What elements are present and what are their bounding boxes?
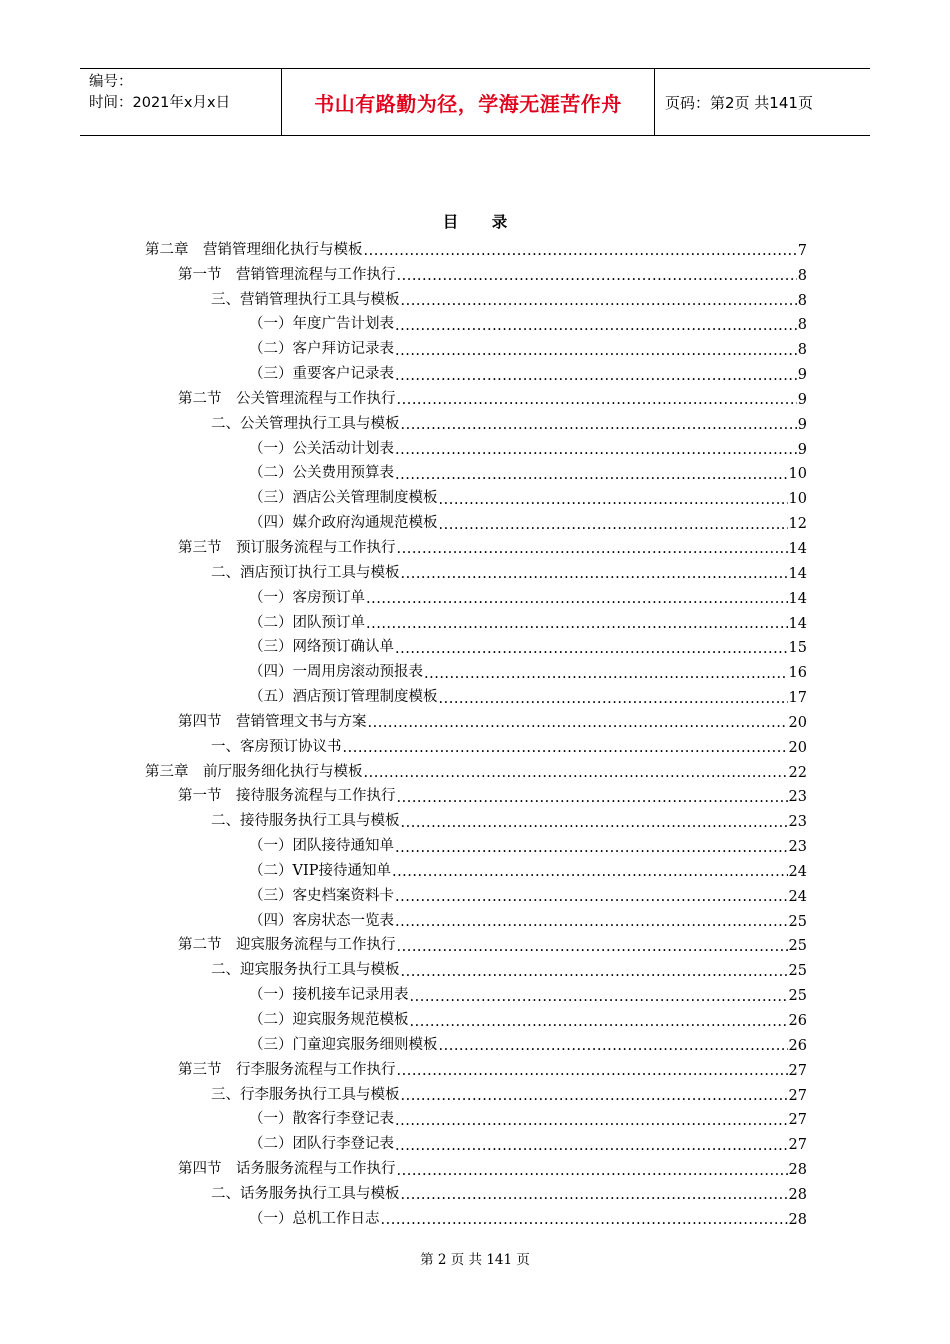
toc-entry[interactable]: [145, 805, 807, 830]
toc-entry-label: （三）网络预订确认单: [249, 639, 394, 656]
toc-entry-page: 9: [797, 391, 807, 408]
toc-entry-label: 第二节 迎宾服务流程与工作执行: [178, 937, 396, 954]
toc-entry[interactable]: [145, 706, 807, 731]
toc-entry-page: 27: [788, 1087, 807, 1104]
toc-entry[interactable]: [145, 1178, 807, 1203]
toc-entry-label: （四）媒介政府沟通规范模板: [249, 515, 438, 532]
toc-leader-dots: [364, 766, 788, 781]
toc-entry-page: 14: [788, 590, 807, 607]
toc-entry-label: （一）年度广告计划表: [249, 316, 394, 333]
toc-leader-dots: [397, 1064, 788, 1079]
toc-entry-page: 28: [788, 1162, 807, 1179]
toc-entry[interactable]: [145, 358, 807, 383]
toc-entry[interactable]: [145, 507, 807, 532]
toc-leader-dots: [366, 617, 788, 632]
toc-entry-page: 25: [788, 963, 807, 980]
toc-entry-page: 25: [788, 938, 807, 955]
toc-entry-label: 第四节 话务服务流程与工作执行: [178, 1161, 396, 1178]
toc-entry-label: （四）客房状态一览表: [249, 912, 394, 929]
toc-entry-label: （三）客史档案资料卡: [249, 887, 394, 904]
header-motto: 书山有路勤为径，学海无涯苦作舟: [282, 69, 655, 135]
toc-leader-dots: [401, 294, 797, 309]
toc-entry[interactable]: [145, 1029, 807, 1054]
toc-leader-dots: [395, 642, 788, 657]
toc-entry-page: 20: [788, 739, 807, 756]
toc-entry[interactable]: [145, 731, 807, 756]
toc-entry[interactable]: [145, 408, 807, 433]
toc-entry-label: （一）公关活动计划表: [249, 440, 394, 457]
toc-leader-dots: [397, 940, 788, 955]
toc-entry-page: 8: [797, 267, 807, 284]
header-meta: [80, 69, 282, 135]
toc-entry-page: 27: [788, 1062, 807, 1079]
toc-entry[interactable]: [145, 632, 807, 657]
toc-entry-page: 15: [788, 640, 807, 657]
toc-entry-label: 第三节 行李服务流程与工作执行: [178, 1061, 396, 1078]
toc-leader-dots: [401, 567, 788, 582]
toc-entry[interactable]: [145, 905, 807, 930]
toc-entry[interactable]: [145, 656, 807, 681]
toc-leader-dots: [395, 1114, 788, 1129]
toc-entry-label: 二、接待服务执行工具与模板: [211, 813, 400, 830]
toc-leader-dots: [410, 1015, 788, 1030]
toc-entry-page: 14: [788, 565, 807, 582]
toc-entry-label: （一）总机工作日志: [249, 1210, 380, 1227]
toc-leader-dots: [397, 791, 788, 806]
toc-entry[interactable]: [145, 1104, 807, 1129]
toc-entry[interactable]: [145, 532, 807, 557]
toc-entry-page: 25: [788, 988, 807, 1005]
toc-leader-dots: [395, 1139, 788, 1154]
toc-entry-label: 第一节 营销管理流程与工作执行: [178, 266, 396, 283]
table-of-contents: [145, 234, 807, 1228]
toc-leader-dots: [401, 1089, 788, 1104]
toc-entry[interactable]: [145, 880, 807, 905]
toc-leader-dots: [397, 1164, 788, 1179]
toc-entry[interactable]: [145, 781, 807, 806]
toc-entry-page: 23: [788, 789, 807, 806]
toc-entry[interactable]: [145, 681, 807, 706]
toc-entry-page: 9: [797, 367, 807, 384]
toc-leader-dots: [395, 369, 797, 384]
toc-entry-label: （一）团队接待通知单: [249, 838, 394, 855]
toc-entry[interactable]: [145, 557, 807, 582]
toc-leader-dots: [439, 692, 788, 707]
toc-leader-dots: [439, 1039, 788, 1054]
toc-entry[interactable]: [145, 433, 807, 458]
toc-leader-dots: [424, 667, 788, 682]
toc-entry[interactable]: [145, 855, 807, 880]
toc-leader-dots: [395, 319, 797, 334]
toc-entry[interactable]: [145, 1128, 807, 1153]
toc-entry-label: （一）接机接车记录用表: [249, 987, 409, 1004]
toc-leader-dots: [439, 518, 788, 533]
page-header: [80, 68, 870, 136]
toc-entry-label: 一、客房预订协议书: [211, 738, 342, 755]
toc-entry-label: 第三章 前厅服务细化执行与模板: [145, 763, 363, 780]
document-date: 时间：2021年x月x日: [89, 95, 231, 111]
toc-entry[interactable]: [145, 333, 807, 358]
toc-leader-dots: [395, 468, 788, 483]
toc-entry[interactable]: [145, 309, 807, 334]
toc-leader-dots: [401, 816, 788, 831]
toc-entry-page: 26: [788, 1013, 807, 1029]
toc-entry-label: （三）门童迎宾服务细则模板: [249, 1036, 438, 1053]
toc-entry[interactable]: [145, 383, 807, 408]
toc-entry[interactable]: [145, 1004, 807, 1029]
toc-entry-page: 27: [788, 1112, 807, 1129]
toc-entry-page: 28: [788, 1186, 807, 1203]
toc-entry[interactable]: [145, 259, 807, 284]
toc-entry-label: 二、迎宾服务执行工具与模板: [211, 962, 400, 979]
toc-entry-label: 二、酒店预订执行工具与模板: [211, 564, 400, 581]
toc-entry-page: 10: [788, 466, 807, 483]
toc-entry-page: 8: [797, 317, 807, 334]
toc-entry-label: 第三节 预订服务流程与工作执行: [178, 539, 396, 556]
toc-entry[interactable]: [145, 482, 807, 507]
toc-entry-page: 28: [788, 1211, 807, 1228]
toc-entry-page: 23: [788, 814, 807, 831]
toc-entry-page: 24: [788, 888, 807, 905]
toc-entry-page: 9: [797, 416, 807, 433]
toc-entry[interactable]: [145, 1203, 807, 1228]
toc-leader-dots: [395, 344, 797, 359]
toc-entry[interactable]: [145, 930, 807, 955]
toc-entry-label: （二）客户拜访记录表: [249, 341, 394, 358]
toc-entry-page: 23: [788, 839, 807, 856]
toc-entry[interactable]: [145, 756, 807, 781]
toc-leader-dots: [410, 990, 788, 1005]
toc-leader-dots: [364, 244, 797, 259]
toc-entry-page: 20: [788, 714, 807, 731]
header-page-info: 页码：第2页 共141页: [665, 93, 813, 112]
toc-entry-page: 25: [788, 913, 807, 930]
toc-entry-label: （二）公关费用预算表: [249, 465, 394, 482]
toc-leader-dots: [401, 1188, 788, 1203]
toc-leader-dots: [366, 592, 788, 607]
page-footer: 第 2 页 共 141 页: [420, 1252, 530, 1268]
toc-entry-label: 第二节 公关管理流程与工作执行: [178, 390, 396, 407]
toc-leader-dots: [368, 716, 788, 731]
toc-entry-label: 第一节 接待服务流程与工作执行: [178, 788, 396, 805]
toc-entry-page: 9: [797, 441, 807, 458]
toc-entry-label: （二）团队预订单: [249, 614, 365, 631]
document-number-label: 编号：: [89, 74, 133, 90]
toc-entry-label: 三、行李服务执行工具与模板: [211, 1086, 400, 1103]
toc-leader-dots: [401, 418, 797, 433]
toc-entry-page: 14: [788, 540, 807, 557]
toc-entry-label: （一）客房预订单: [249, 589, 365, 606]
toc-entry-label: （三）酒店公关管理制度模板: [249, 490, 438, 507]
toc-entry-page: 10: [788, 491, 807, 508]
toc-entry-label: 二、话务服务执行工具与模板: [211, 1185, 400, 1202]
toc-entry[interactable]: [145, 458, 807, 483]
toc-leader-dots: [395, 443, 797, 458]
toc-entry-label: （四）一周用房滚动预报表: [249, 664, 423, 681]
toc-entry[interactable]: [145, 979, 807, 1004]
toc-title: 目 录: [442, 212, 522, 231]
toc-entry-label: 三、营销管理执行工具与模板: [211, 291, 400, 308]
toc-entry-label: 第二章 营销管理细化执行与模板: [145, 241, 363, 258]
toc-entry-page: 26: [788, 1037, 807, 1054]
toc-entry-label: （三）重要客户记录表: [249, 366, 394, 383]
toc-entry-label: （二）迎宾服务规范模板: [249, 1012, 409, 1028]
toc-entry[interactable]: [145, 954, 807, 979]
toc-entry-label: （二）团队行李登记表: [249, 1136, 394, 1153]
toc-entry[interactable]: [145, 234, 807, 259]
toc-entry-label: （二）VIP接待通知单: [249, 862, 391, 879]
toc-entry-page: 7: [797, 242, 807, 259]
toc-leader-dots: [343, 741, 788, 756]
toc-leader-dots: [397, 393, 797, 408]
toc-leader-dots: [401, 965, 788, 980]
toc-entry-page: 8: [797, 292, 807, 309]
toc-entry[interactable]: [145, 607, 807, 632]
toc-entry[interactable]: [145, 1054, 807, 1079]
toc-entry-label: （一）散客行李登记表: [249, 1111, 394, 1128]
toc-leader-dots: [381, 1213, 788, 1228]
toc-entry-label: （五）酒店预订管理制度模板: [249, 689, 438, 706]
toc-leader-dots: [397, 542, 788, 557]
toc-leader-dots: [397, 269, 797, 284]
toc-leader-dots: [395, 841, 788, 856]
toc-entry[interactable]: [145, 1079, 807, 1104]
toc-entry-label: 二、公关管理执行工具与模板: [211, 415, 400, 432]
toc-entry[interactable]: [145, 582, 807, 607]
toc-entry-page: 12: [788, 516, 807, 533]
toc-entry-page: 22: [788, 764, 807, 781]
toc-entry[interactable]: [145, 830, 807, 855]
toc-entry-page: 14: [788, 615, 807, 632]
toc-entry[interactable]: [145, 284, 807, 309]
toc-leader-dots: [395, 890, 788, 905]
toc-leader-dots: [392, 865, 788, 880]
toc-entry-page: 17: [788, 690, 807, 707]
toc-entry[interactable]: [145, 1153, 807, 1178]
toc-entry-page: 27: [788, 1137, 807, 1154]
toc-entry-page: 16: [788, 665, 807, 682]
toc-entry-label: 第四节 营销管理文书与方案: [178, 713, 367, 730]
toc-entry-page: 8: [797, 342, 807, 359]
toc-leader-dots: [395, 915, 788, 930]
toc-entry-page: 24: [788, 863, 807, 880]
toc-leader-dots: [439, 493, 788, 508]
